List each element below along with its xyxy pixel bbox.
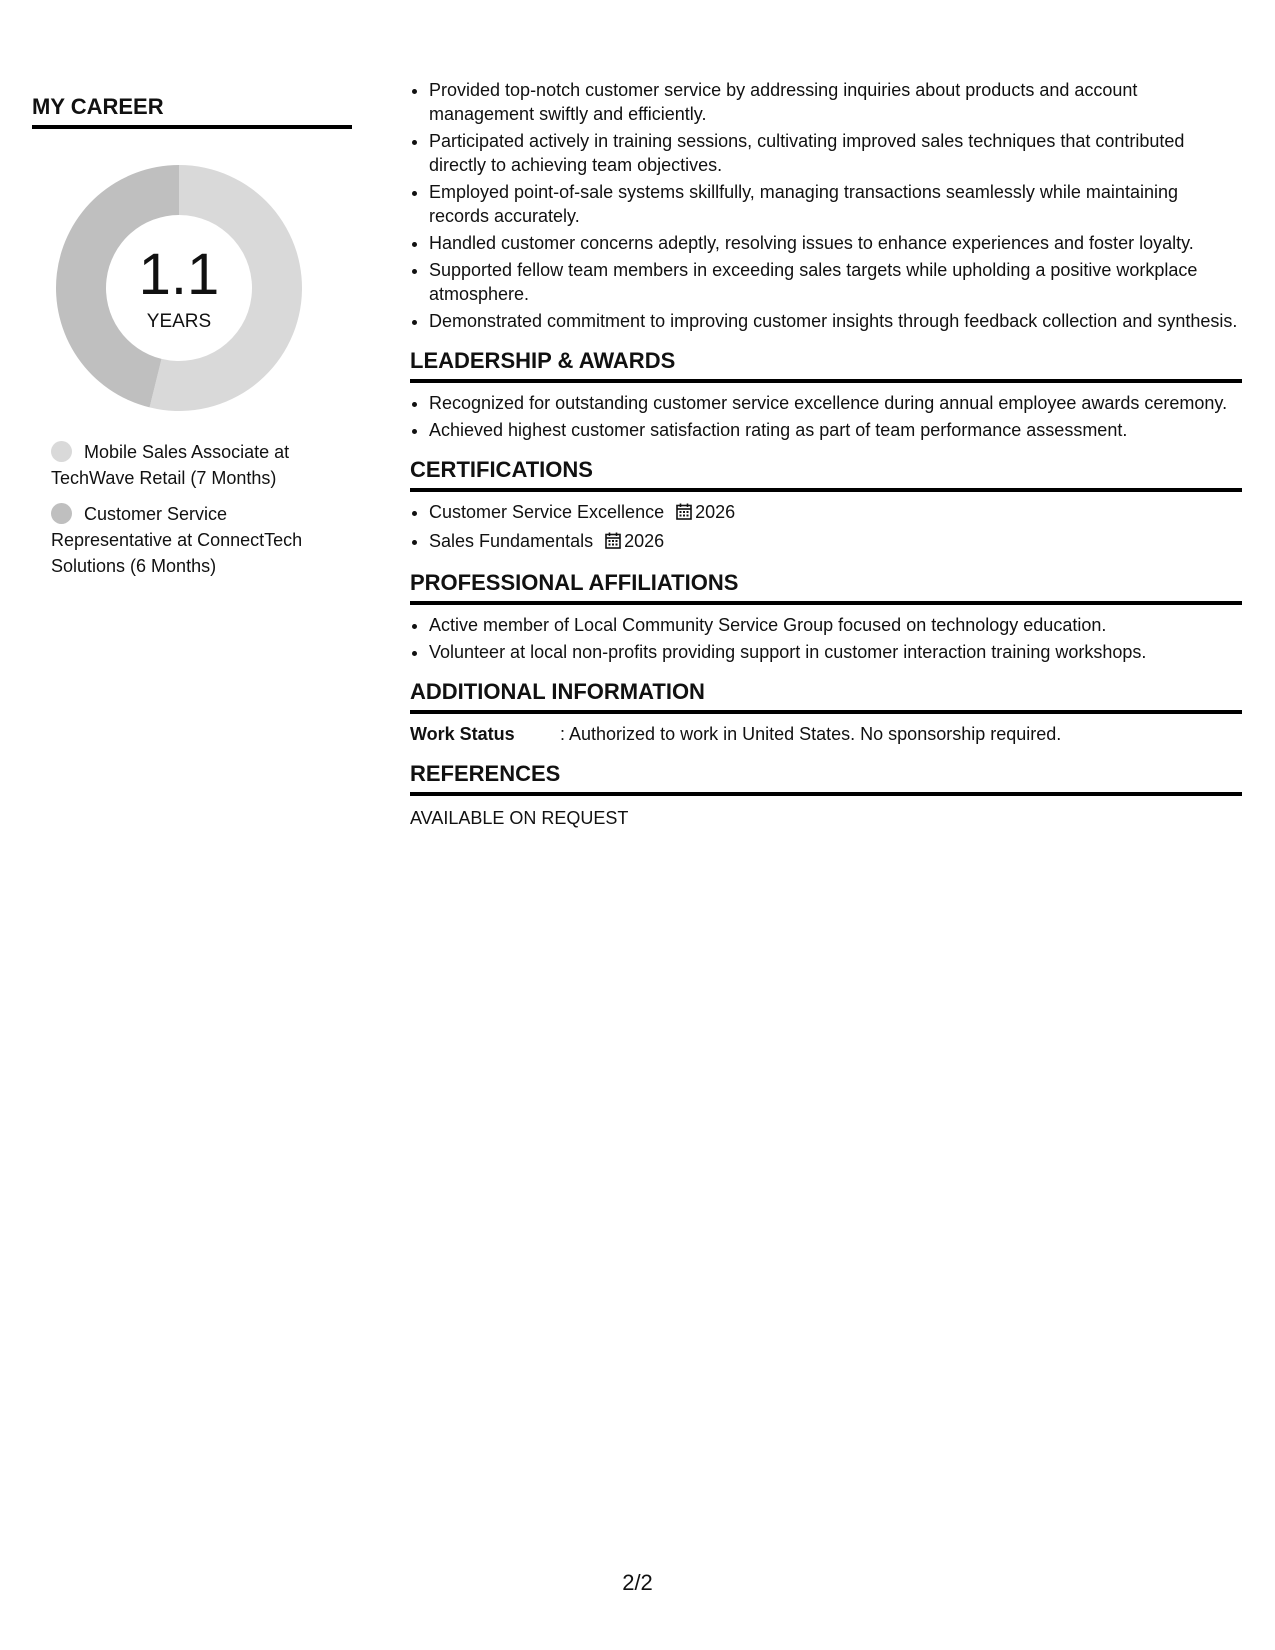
calendar-icon	[605, 531, 621, 555]
certification-name: Sales Fundamentals	[429, 531, 594, 551]
list-item: • Employed point-of-sale systems skillfully, managing transactions seamlessly while maintaining records accurately.	[429, 180, 1242, 228]
experience-bullet-list	[410, 78, 1242, 333]
leadership-section	[410, 347, 1242, 442]
certifications-list	[410, 500, 1242, 555]
list-item: • Handled customer concerns adeptly, resolving issues to enhance experiences and foster loyalty.	[429, 231, 1242, 255]
section-title: CERTIFICATIONS	[410, 456, 1242, 492]
legend-label: Mobile Sales Associate at TechWave Retail (7 Months)	[51, 442, 290, 488]
references-section	[410, 760, 1242, 830]
affiliations-section	[410, 569, 1242, 664]
calendar-icon	[676, 502, 692, 526]
section-title: REFERENCES	[410, 760, 1242, 796]
certification-item	[429, 500, 1242, 526]
donut-center	[54, 163, 304, 413]
certifications-section	[410, 456, 1242, 555]
list-item: • Recognized for outstanding customer service excellence during annual employee awards ceremony.	[429, 391, 1242, 415]
leadership-list	[410, 391, 1242, 442]
work-status-label: Work Status	[410, 724, 515, 744]
list-item: • Active member of Local Community Service Group focused on technology education.	[429, 613, 1242, 637]
career-panel	[32, 93, 352, 589]
total-years-value: 1.1	[138, 242, 220, 307]
references-text: AVAILABLE ON REQUEST	[410, 808, 629, 828]
legend-item	[51, 439, 352, 491]
legend-dot-1	[51, 441, 72, 462]
list-item: • Volunteer at local non-profits providing support in customer interaction training workshops.	[429, 640, 1242, 664]
section-title: ADDITIONAL INFORMATION	[410, 678, 1242, 714]
total-years-label: YEARS	[146, 311, 212, 332]
section-title: PROFESSIONAL AFFILIATIONS	[410, 569, 1242, 605]
list-item: • Achieved highest customer satisfaction rating as part of team performance assessment.	[429, 418, 1242, 442]
affiliations-list	[410, 613, 1242, 664]
career-legend	[51, 439, 352, 579]
list-item: • Demonstrated commitment to improving customer insights through feedback collection and synthesis.	[429, 309, 1242, 333]
certification-item	[429, 529, 1242, 555]
work-status-value: : Authorized to work in United States. No sponsorship required.	[560, 724, 1062, 744]
legend-label: Customer Service Representative at ConnectTech Solutions (6 Months)	[51, 504, 303, 576]
main-content	[410, 78, 1242, 830]
legend-item	[51, 501, 352, 579]
certification-year: 2026	[695, 502, 736, 522]
page-number: 2/2	[622, 1570, 653, 1595]
legend-dot-2	[51, 503, 72, 524]
work-status-row	[410, 722, 1242, 746]
career-heading: MY CAREER	[32, 93, 352, 129]
list-item: • Supported fellow team members in exceeding sales targets while upholding a positive workplace atmosphere.	[429, 258, 1242, 306]
list-item: • Participated actively in training sessions, cultivating improved sales techniques that contributed directly to achieving team objectives.	[429, 129, 1242, 177]
list-item: • Provided top-notch customer service by addressing inquiries about products and account management swiftly and efficiently.	[429, 78, 1242, 126]
section-title: LEADERSHIP & AWARDS	[410, 347, 1242, 383]
certification-name: Customer Service Excellence	[429, 502, 665, 522]
career-donut-chart	[54, 163, 304, 413]
certification-year: 2026	[624, 531, 665, 551]
additional-info-section	[410, 678, 1242, 746]
